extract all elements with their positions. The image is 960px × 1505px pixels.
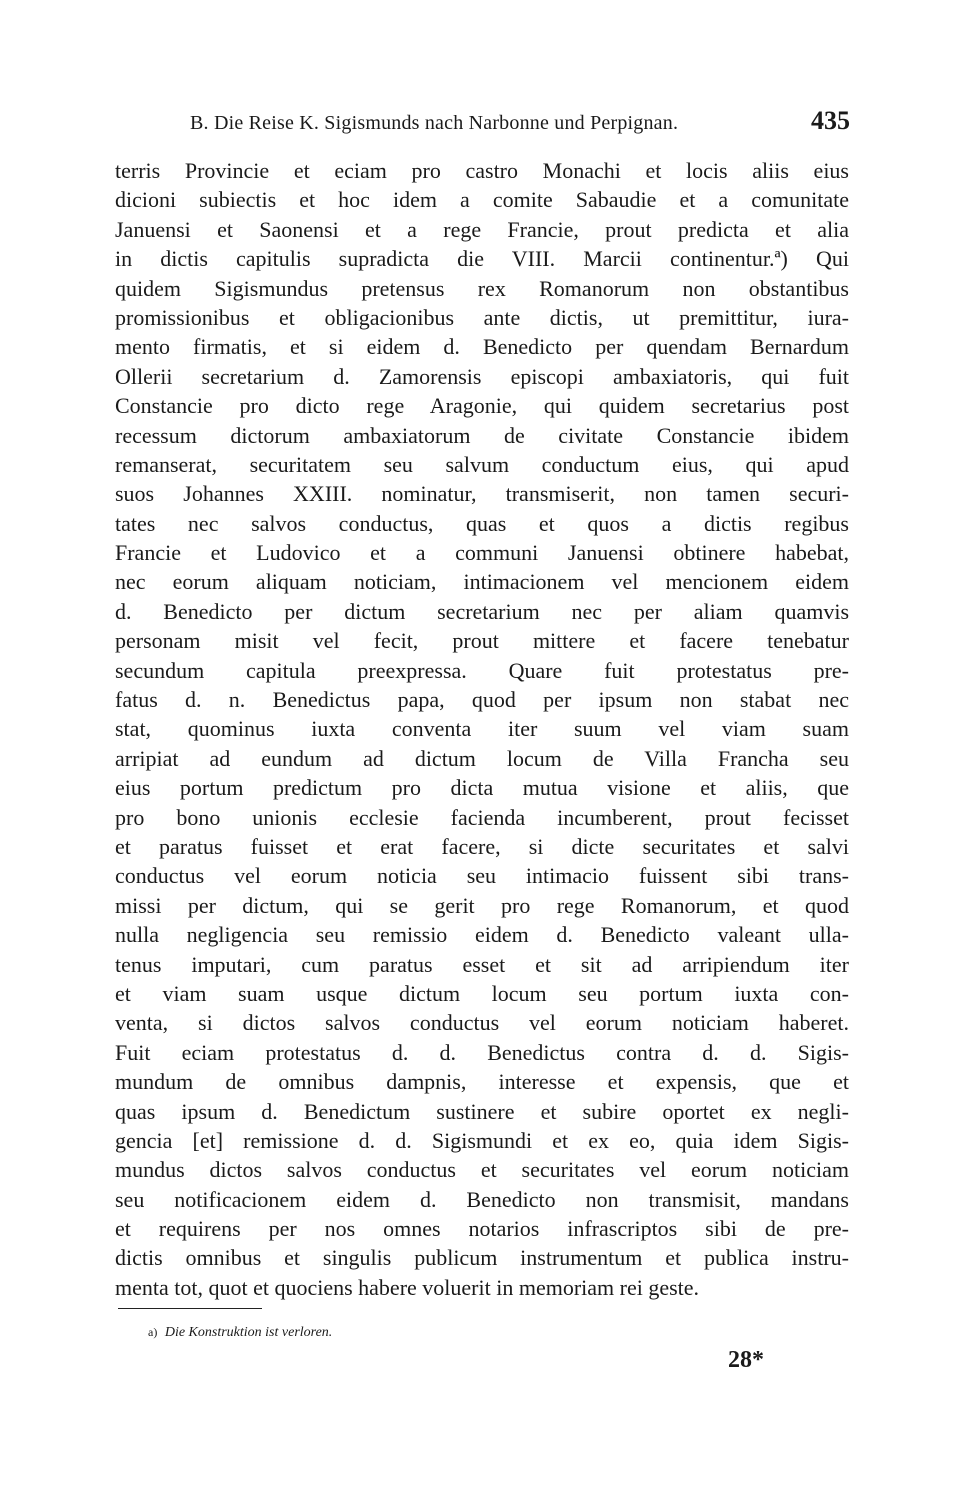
running-head-title: B. Die Reise K. Sigismunds nach Narbonne und Perpignan. [190,112,679,134]
body-line: et requirens per nos omnes notarios infrascriptos sibi de pre- [115,1216,849,1242]
body-line: in dictis capitulis supradicta die VIII. Marcii continentur.ª) Qui [115,246,849,272]
body-line: quidem Sigismundus pretensus rex Romanorum non obstantibus [115,275,849,301]
body-line: gencia [et] remissione d. d. Sigismundi et ex eo, quia idem Sigis- [115,1127,849,1153]
body-line: personam misit vel fecit, prout mittere et facere tenebatur [115,628,849,654]
body-line: eius portum predictum pro dicta mutua visione et aliis, que [115,775,849,801]
body-line: Ollerii secretarium d. Zamorensis episcopi ambaxiatoris, qui fuit [115,363,849,389]
body-line: tenus imputari, cum paratus esset et sit ad arripiendum iter [115,951,849,977]
body-line: Fuit eciam protestatus d. d. Benedictus contra d. d. Sigis- [115,1039,849,1065]
body-line: promissionibus et obligacionibus ante dictis, ut premittitur, iura- [115,304,849,330]
body-line: Januensi et Saonensi et a rege Francie, prout predicta et alia [115,216,849,242]
body-line: dictis omnibus et singulis publicum instrumentum et publica instru- [115,1245,849,1271]
footnote-marker: a) [148,1325,158,1339]
footnote-rule [118,1308,262,1309]
body-line: mento firmatis, et si eidem d. Benedicto per quendam Bernardum [115,334,849,360]
footnote [148,1325,332,1341]
body-line: tates nec salvos conductus, quas et quos a dictis regibus [115,510,849,536]
signature-mark: 28* [728,1347,764,1373]
body-line: venta, si dictos salvos conductus vel eorum noticiam haberet. [115,1010,849,1036]
footnote-text: Die Konstruktion ist verloren. [164,1325,333,1340]
body-line: pro bono unionis ecclesie facienda incumberent, prout fecisset [115,804,849,830]
body-line: secundum capitula preexpressa. Quare fuit protestatus pre- [115,657,849,683]
body-line: fatus d. n. Benedictus papa, quod per ipsum non stabat nec [115,687,849,713]
body-line: et viam suam usque dictum locum seu portum iuxta con- [115,980,849,1006]
body-line: quas ipsum d. Benedictum sustinere et subire oportet ex negli- [115,1098,849,1124]
body-line: suos Johannes XXIII. nominatur, transmiserit, non tamen securi- [115,481,849,507]
body-line: d. Benedicto per dictum secretarium nec per aliam quamvis [115,598,849,624]
body-line: mundum de omnibus dampnis, interesse et expensis, que et [115,1069,849,1095]
body-line: conductus vel eorum noticia seu intimacio fuissent sibi trans- [115,863,849,889]
body-line: menta tot, quot et quociens habere voluerit in memoriam rei geste. [115,1274,700,1300]
body-line: missi per dictum, qui se gerit pro rege Romanorum, et quod [115,892,849,918]
body-line: stat, quominus iuxta conventa iter suum vel viam suam [115,716,849,742]
body-line: terris Provincie et eciam pro castro Monachi et locis aliis eius [115,158,849,183]
body-line: nulla negligencia seu remissio eidem d. Benedicto valeant ulla- [115,922,849,948]
body-line: remanserat, securitatem seu salvum conductum eius, qui apud [115,451,849,477]
body-line: et paratus fuisset et erat facere, si dicte securitates et salvi [115,833,849,859]
body-line: dicioni subiectis et hoc idem a comite Sabaudie et a comunitate [115,187,849,213]
body-line: nec eorum aliquam noticiam, intimacionem vel mencionem eidem [115,569,849,595]
body-line: Constancie pro dicto rege Aragonie, qui quidem secretarius post [115,393,849,419]
body-text [115,156,849,1302]
body-line: mundus dictos salvos conductus et securitates vel eorum noticiam [115,1157,849,1183]
page-number: 435 [811,106,850,135]
body-line: recessum dictorum ambaxiatorum de civitate Constancie ibidem [115,422,849,448]
body-line: seu notificacionem eidem d. Benedicto non transmisit, mandans [115,1186,849,1212]
body-line: arripiat ad eundum ad dictum locum de Villa Francha seu [115,745,849,771]
body-line: Francie et Ludovico et a communi Januensi obtinere habebat, [115,540,849,566]
running-head [190,106,850,140]
